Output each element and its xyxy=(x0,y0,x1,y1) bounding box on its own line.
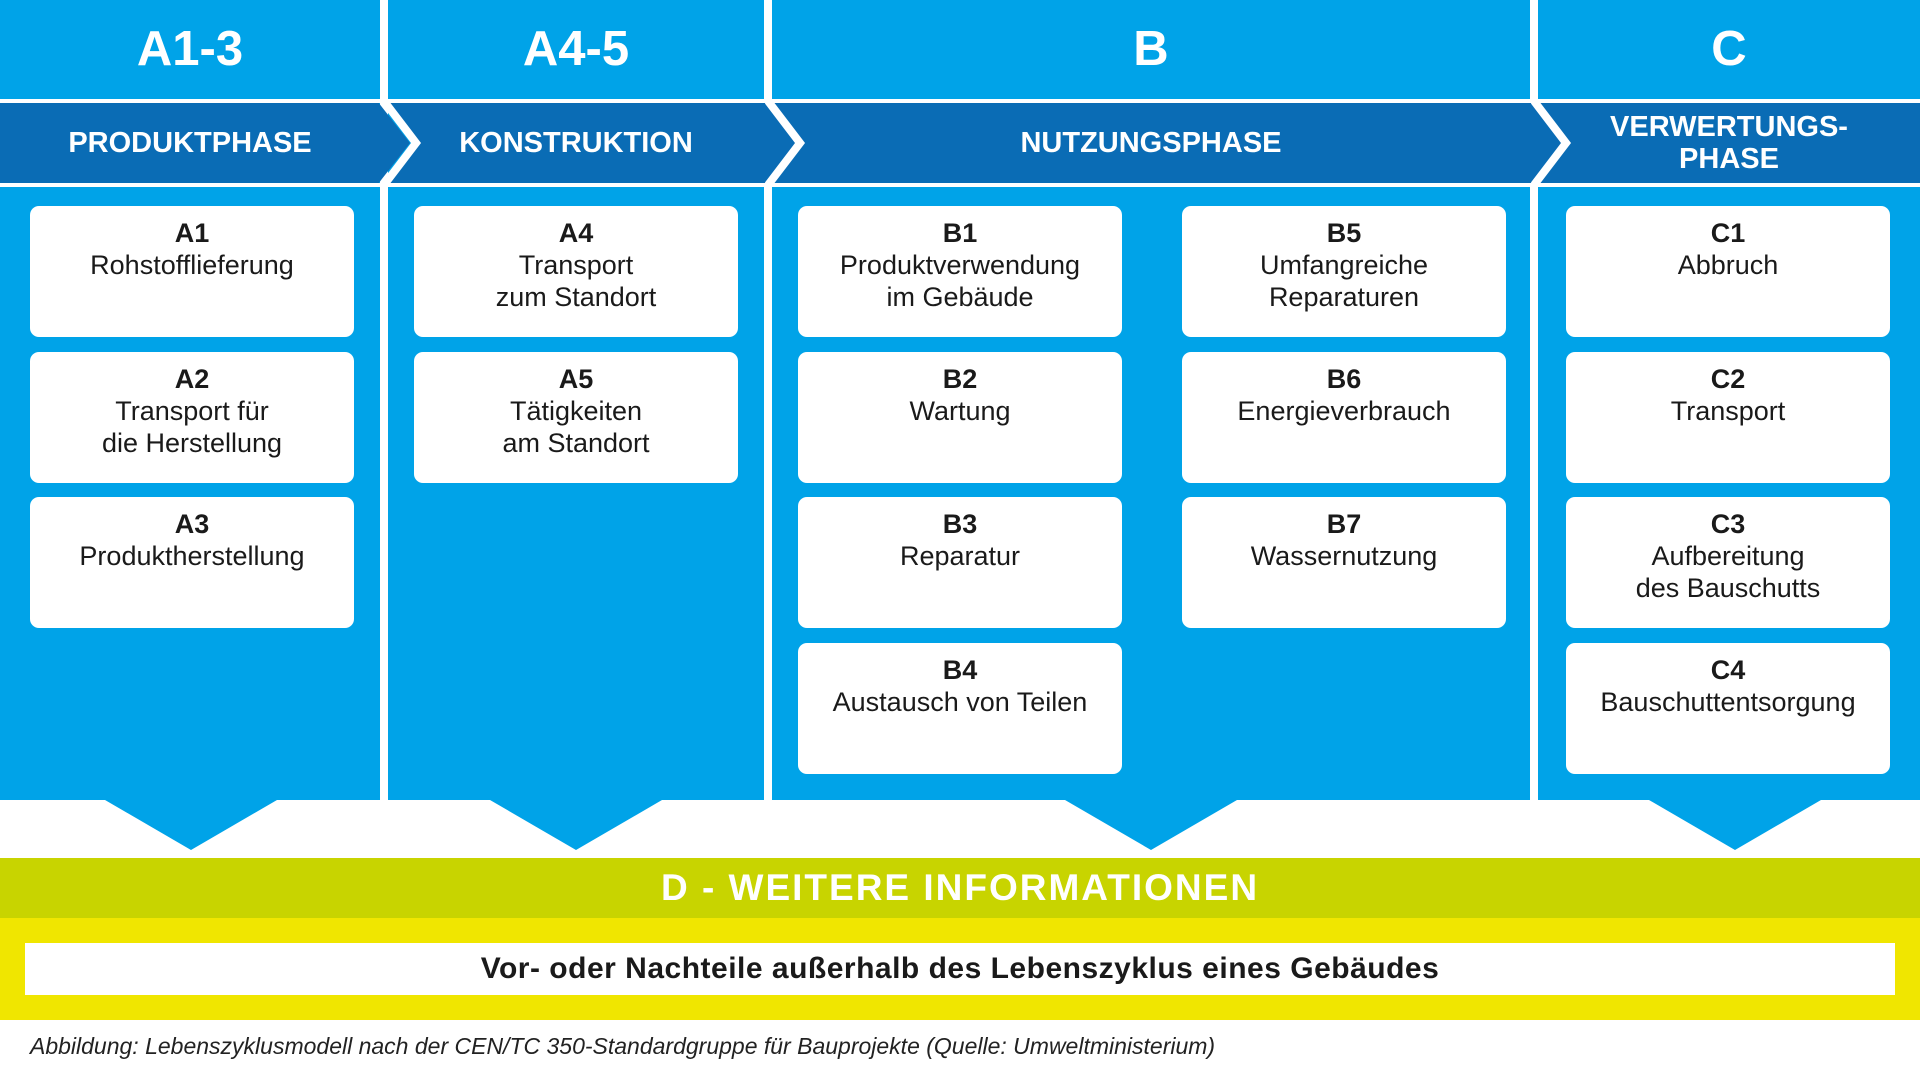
module-code: B7 xyxy=(1326,509,1362,539)
module-box-c1 xyxy=(1566,206,1890,337)
module-code: C1 xyxy=(1710,218,1746,248)
module-code: B1 xyxy=(942,218,978,248)
module-code: B4 xyxy=(942,655,978,685)
figure-caption: Abbildung: Lebenszyklusmodell nach der CEN/TC 350-Standardgruppe für Bauprojekte (Quelle: Umweltministerium) xyxy=(30,1033,1216,1059)
module-box-c3 xyxy=(1566,497,1890,628)
module-text: Wassernutzung xyxy=(1250,541,1438,571)
down-arrow-a4-5 xyxy=(490,800,662,850)
module-text: Reparatur xyxy=(899,541,1021,571)
module-box-b4 xyxy=(798,643,1122,774)
module-text: Produktverwendung im Gebäude xyxy=(839,250,1081,312)
module-code: B3 xyxy=(942,509,978,539)
module-code: A4 xyxy=(558,218,594,248)
phase-label-nutzungsphase: NUTZUNGSPHASE xyxy=(1020,127,1282,159)
column-code-a1-3: A1-3 xyxy=(136,22,244,76)
module-text: Produktherstellung xyxy=(79,541,305,571)
module-box-a3 xyxy=(30,497,354,628)
module-box-a4 xyxy=(414,206,738,337)
column-code-c: C xyxy=(1711,22,1747,76)
module-box-c4 xyxy=(1566,643,1890,774)
module-code: C3 xyxy=(1710,509,1746,539)
column-code-a4-5: A4-5 xyxy=(522,22,630,76)
module-text: Transport zum Standort xyxy=(495,250,657,312)
module-code: B5 xyxy=(1326,218,1362,248)
module-text: Aufbereitung des Bauschutts xyxy=(1635,541,1821,603)
phase-label-konstruktion: KONSTRUKTION xyxy=(459,127,693,159)
module-text: Rohstofflieferung xyxy=(90,250,294,280)
module-code: C2 xyxy=(1710,364,1746,394)
module-code: C4 xyxy=(1710,655,1746,685)
module-box-a2 xyxy=(30,352,354,483)
module-code: A1 xyxy=(174,218,210,248)
down-arrow-b xyxy=(1065,800,1237,850)
phase-label-produktphase: PRODUKTPHASE xyxy=(68,127,312,159)
module-box-b6 xyxy=(1182,352,1506,483)
module-d-title: D - WEITERE INFORMATIONEN xyxy=(0,858,1920,918)
module-text: Tätigkeiten am Standort xyxy=(502,396,650,458)
module-code: A2 xyxy=(174,364,210,394)
module-box-a5 xyxy=(414,352,738,483)
module-text: Transport xyxy=(1670,396,1786,426)
column-code-b: B xyxy=(1133,22,1169,76)
module-text: Austausch von Teilen xyxy=(832,687,1088,717)
module-box-b7 xyxy=(1182,497,1506,628)
module-code: A3 xyxy=(174,509,210,539)
module-box-c2 xyxy=(1566,352,1890,483)
module-d-text: Vor- oder Nachteile außerhalb des Lebenszyklus eines Gebäudes xyxy=(25,943,1895,995)
module-text: Bauschuttentsorgung xyxy=(1600,687,1856,717)
down-arrow-a1-3 xyxy=(105,800,277,850)
module-box-b3 xyxy=(798,497,1122,628)
module-code: B6 xyxy=(1326,364,1362,394)
module-box-b5 xyxy=(1182,206,1506,337)
module-text: Abbruch xyxy=(1677,250,1779,280)
phase-label-verwertungsphase: VERWERTUNGS- PHASE xyxy=(1610,111,1848,175)
module-code: A5 xyxy=(558,364,594,394)
module-text: Umfangreiche Reparaturen xyxy=(1259,250,1429,312)
module-text: Transport für die Herstellung xyxy=(101,396,283,458)
down-arrow-c xyxy=(1649,800,1821,850)
module-box-b1 xyxy=(798,206,1122,337)
module-text: Energieverbrauch xyxy=(1237,396,1451,426)
module-code: B2 xyxy=(942,364,978,394)
module-text: Wartung xyxy=(909,396,1011,426)
module-box-a1 xyxy=(30,206,354,337)
module-box-b2 xyxy=(798,352,1122,483)
